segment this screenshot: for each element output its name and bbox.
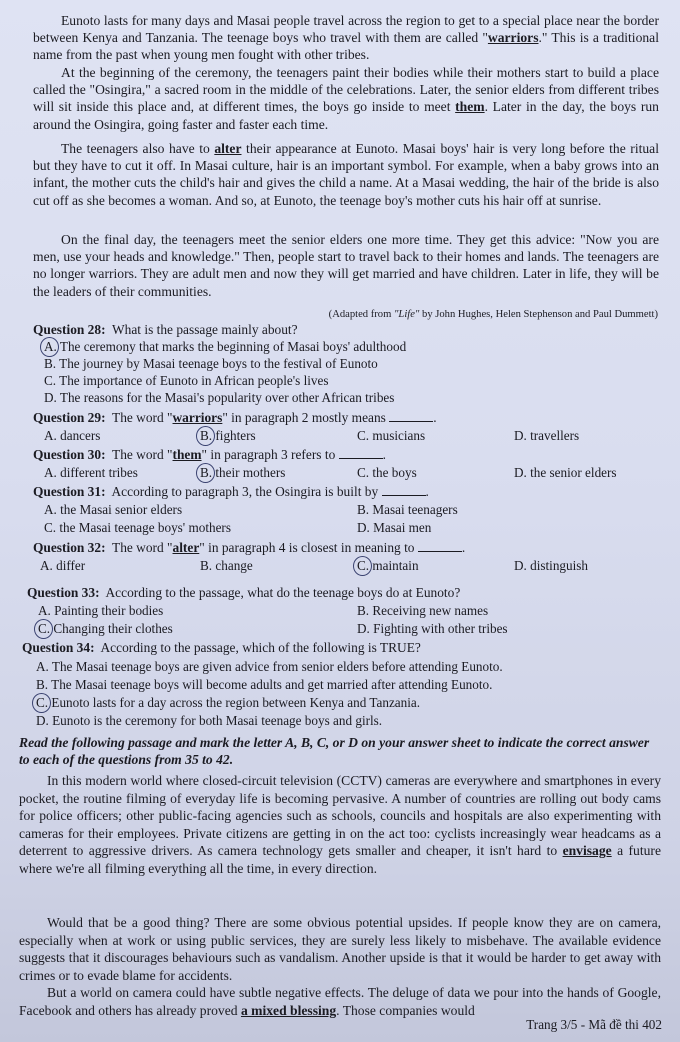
q29-option-c[interactable]: C. musicians xyxy=(357,428,426,443)
underlined-word-them: them xyxy=(455,99,485,115)
q34-option-a[interactable]: A. The Masai teenage boys are given advice from senior elders before attending Eunoto. xyxy=(36,659,503,674)
passage2-paragraph-2: Would that be a good thing? There are some obvious potential upsides. If people know they are on camera, especially when at work or using public services, they are surely less likely to misbehave. The available evidence suggests that it discourages behaviours such as vandalism. Another upside is that it would be harder to get away with crimes or to evade blame for accidents. xyxy=(19,915,661,983)
q30-option-b[interactable]: B. their mothers xyxy=(200,465,286,480)
question-31: Question 31: According to paragraph 3, the Osingira is built by . xyxy=(33,484,429,499)
question-30: Question 30: The word "them" in paragraph 3 refers to . xyxy=(33,447,386,462)
passage1-paragraph-3: The teenagers also have to alter their appearance at Eunoto. Masai boys' hair is very long before the ritual but they have to cut it off. In Masai culture, hair is an important symbol. For example, when a baby grows into an infant, the mother cuts the child's hair and gives the child a name. At a Masai wedding, the hair of the bride is also cut off as she becomes a woman. And so, at Eunoto, the teenage boy's mother cuts his hair off at sunrise. xyxy=(33,141,659,208)
q29-option-a[interactable]: A. dancers xyxy=(44,428,101,443)
q31-option-c[interactable]: C. the Masai teenage boys' mothers xyxy=(44,520,231,535)
q30-option-a[interactable]: A. different tribes xyxy=(44,465,138,480)
q34-option-d[interactable]: D. Eunoto is the ceremony for both Masai teenage boys and girls. xyxy=(36,713,383,728)
q33-option-c[interactable]: C. Changing their clothes xyxy=(38,621,173,636)
passage2-paragraph-3: But a world on camera could have subtle negative effects. The deluge of data we pour into the hands of Google, Facebook and others has already proved a mixed blessing. Those companies would xyxy=(19,985,661,1018)
q28-option-d[interactable]: D. The reasons for the Masai's popularity over other African tribes xyxy=(44,390,395,405)
passage1-paragraph-4: On the final day, the teenagers meet the senior elders one more time. They get this advice: "Now you are men, use your heads and knowledge." Then, people start to travel back to their homes and lands. The teenagers are no longer warriors. They are adult men and now they will get married and have children. Later in life, they will be the leaders of their communities. xyxy=(33,232,659,299)
underlined-word-warriors: warriors xyxy=(487,30,539,46)
q30-option-c[interactable]: C. the boys xyxy=(357,465,417,480)
q31-option-b[interactable]: B. Masai teenagers xyxy=(357,502,458,517)
q30-option-d[interactable]: D. the senior elders xyxy=(514,465,617,480)
q34-option-c[interactable]: C. Eunoto lasts for a day across the region between Kenya and Tanzania. xyxy=(36,695,421,710)
q31-option-a[interactable]: A. the Masai senior elders xyxy=(44,502,183,517)
q28-option-c[interactable]: C. The importance of Eunoto in African people's lives xyxy=(44,373,329,388)
passage1-paragraph-1: Eunoto lasts for many days and Masai people travel across the region to get to a special place near the border between Kenya and Tanzania. The teenage boys who travel with them are called "warriors." This is a traditional name from the past when young men fought with other tribes. xyxy=(33,13,659,63)
q28-option-a[interactable]: A. The ceremony that marks the beginning of Masai boys' adulthood xyxy=(44,339,407,354)
question-33: Question 33: According to the passage, what do the teenage boys do at Eunoto? xyxy=(27,585,461,600)
question-32: Question 32: The word "alter" in paragraph 4 is closest in meaning to . xyxy=(33,540,466,555)
q29-option-b[interactable]: B. fighters xyxy=(200,428,256,443)
passage1-source: (Adapted from "Life" by John Hughes, Helen Stephenson and Paul Dummett) xyxy=(328,309,658,320)
q34-option-b[interactable]: B. The Masai teenage boys will become adults and get married after attending Eunoto. xyxy=(36,677,493,692)
question-29: Question 29: The word "warriors" in paragraph 2 mostly means . xyxy=(33,410,437,425)
question-28: Question 28: What is the passage mainly about? xyxy=(33,322,298,337)
q28-option-b[interactable]: B. The journey by Masai teenage boys to the festival of Eunoto xyxy=(44,356,378,371)
q32-option-d[interactable]: D. distinguish xyxy=(514,558,589,573)
q32-option-a[interactable]: A. differ xyxy=(40,558,86,573)
question-34: Question 34: According to the passage, which of the following is TRUE? xyxy=(22,640,421,655)
page-footer: Trang 3/5 - Mã đề thi 402 xyxy=(526,1017,662,1032)
passage1-paragraph-2: At the beginning of the ceremony, the teenagers paint their bodies while their mothers start to build a place called the "Osingira," a sacred room in the middle of the celebrations. Later, the senior elders from different tribes will sit inside this place and, at different times, the boys go inside to meet them. Later in the day, the boys run around the Osingira, going faster and faster each time. xyxy=(33,65,659,132)
q33-option-b[interactable]: B. Receiving new names xyxy=(357,603,489,618)
q32-option-c[interactable]: C. maintain xyxy=(357,558,419,573)
q33-option-a[interactable]: A. Painting their bodies xyxy=(38,603,164,618)
q31-option-d[interactable]: D. Masai men xyxy=(357,520,432,535)
q33-option-d[interactable]: D. Fighting with other tribes xyxy=(357,621,508,636)
section-instruction: Read the following passage and mark the letter A, B, C, or D on your answer sheet to indicate the correct answer to each of the questions from 35 to 42. xyxy=(19,735,650,768)
underlined-word-envisage: envisage xyxy=(562,843,612,859)
underlined-word-alter: alter xyxy=(214,141,242,156)
underlined-phrase-mixed-blessing: a mixed blessing xyxy=(240,1002,337,1018)
q32-option-b[interactable]: B. change xyxy=(200,558,253,573)
q29-option-d[interactable]: D. travellers xyxy=(514,428,580,443)
passage2-paragraph-1: In this modern world where closed-circuit television (CCTV) cameras are everywhere and smartphones in every pocket, the routine filming of everyday life is becoming pervasive. A number of countries are rolling out body cams for police officers; other public-facing agencies such as schools, councils and hospitals are also experimenting with cameras for their employees. Private citizens are getting in on the act too: cyclists increasingly wear headcams as a deterrent to aggressive drivers. As camera technology gets smaller and cheaper, it isn't hard to envisage a future where we're all filming everything all the time, in every direction. xyxy=(19,773,661,876)
